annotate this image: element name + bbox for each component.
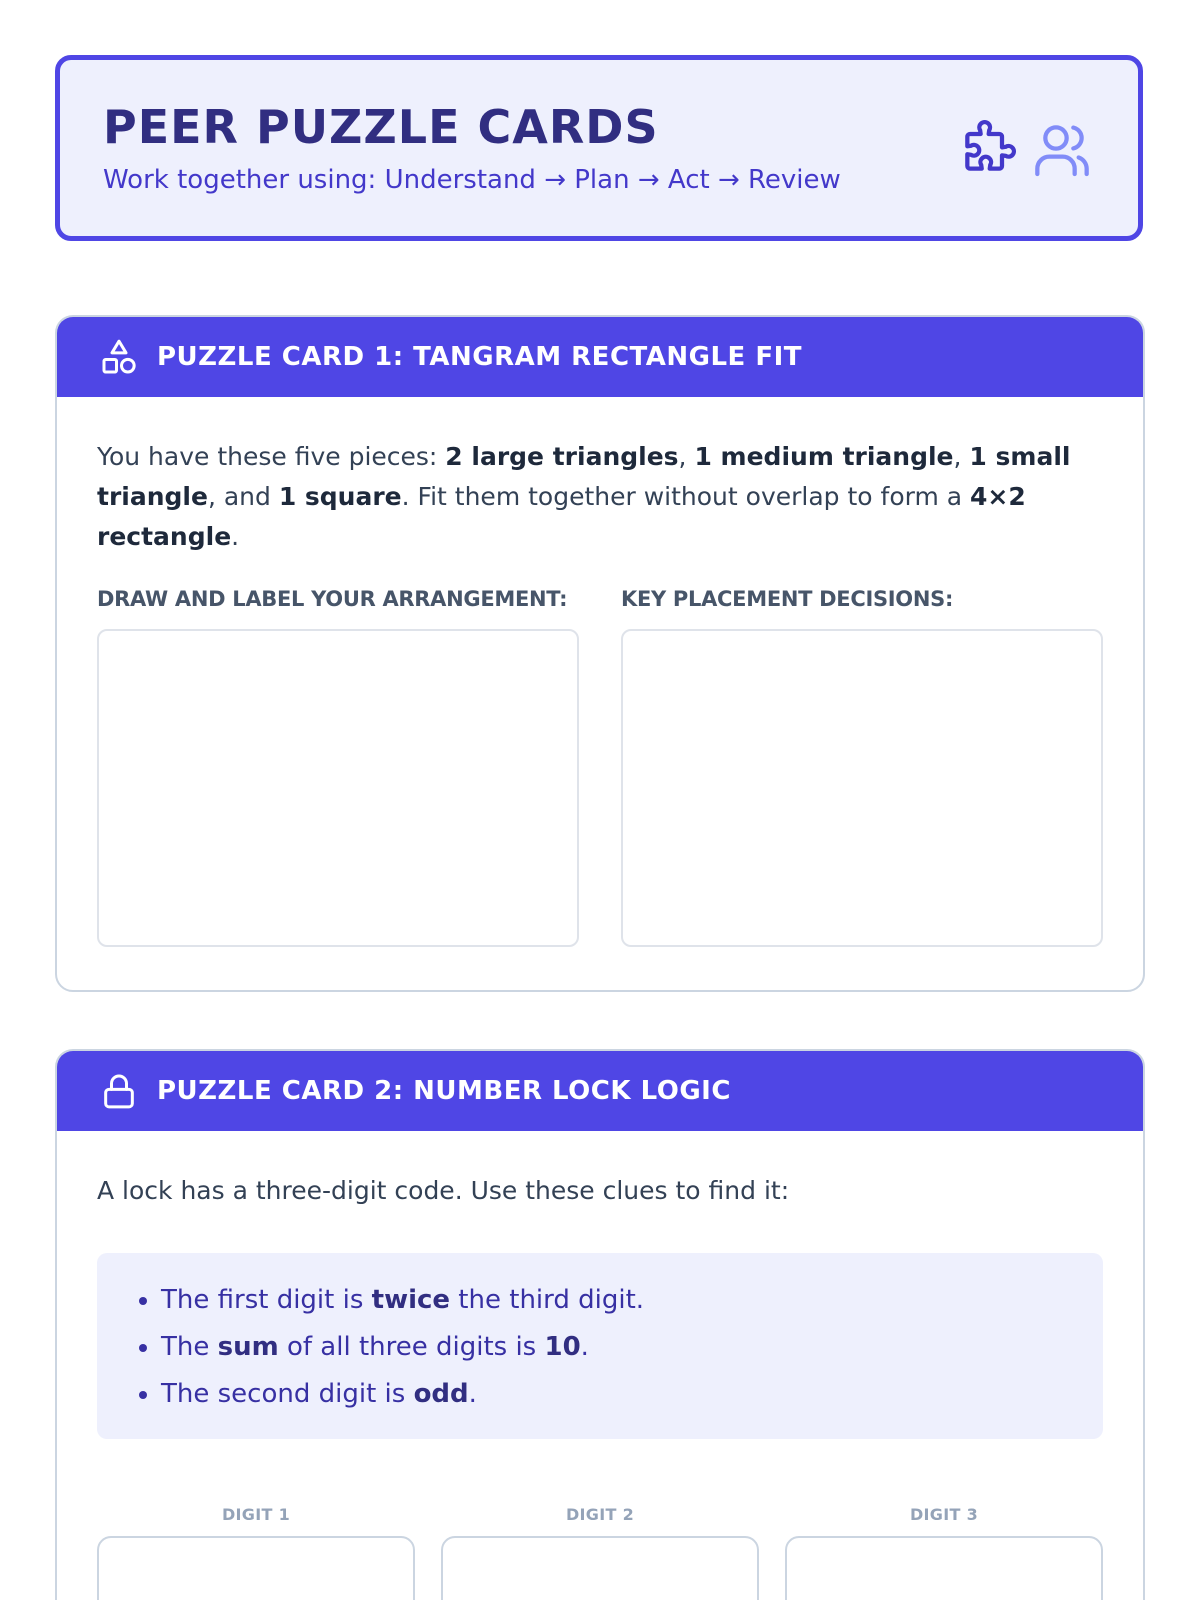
arrangement-label: DRAW AND LABEL YOUR ARRANGEMENT:	[97, 587, 568, 611]
digit-2-label: DIGIT 2	[565, 1505, 635, 1524]
digit-3	[785, 1505, 1103, 1600]
card-2-intro: A lock has a three-digit code. Use these clues to find it:	[97, 1176, 790, 1205]
card-2-body	[57, 1131, 1143, 1524]
digit-3-label: DIGIT 3	[909, 1505, 979, 1524]
piece-small-triangle: 1 small triangle	[97, 442, 1071, 511]
clue-text: The	[161, 1332, 218, 1362]
intro-text: You have these five pieces:	[97, 442, 446, 471]
digit-2	[441, 1505, 759, 1600]
decisions-label: KEY PLACEMENT DECISIONS:	[621, 587, 954, 611]
arrangement-column	[97, 587, 579, 947]
clue-item	[161, 1371, 1103, 1418]
decisions-column	[621, 587, 1103, 947]
card-2-header	[57, 1051, 1143, 1131]
clue-text: the third digit.	[450, 1285, 645, 1315]
intro-text: .	[231, 522, 240, 551]
shapes-icon	[99, 337, 139, 377]
clue-keyword: odd	[413, 1379, 469, 1409]
intro-separator: ,	[953, 442, 970, 471]
clue-text: .	[468, 1379, 477, 1409]
page-subtitle: Work together using: Understand → Plan → Act → Review	[103, 165, 841, 195]
digit-3-box[interactable]	[785, 1536, 1103, 1600]
intro-separator: ,	[678, 442, 695, 471]
card-2-title: PUZZLE CARD 2: NUMBER LOCK LOGIC	[157, 1076, 731, 1106]
users-icon	[1032, 118, 1096, 182]
clue-item	[161, 1277, 1103, 1324]
lock-icon	[99, 1071, 139, 1111]
clue-text: The second digit is	[161, 1379, 414, 1409]
clue-text: of all three digits is	[278, 1332, 545, 1362]
clue-keyword: sum	[217, 1332, 279, 1362]
card-1-intro	[97, 437, 1103, 557]
digit-1	[97, 1505, 415, 1600]
clue-box	[97, 1253, 1103, 1439]
clue-list	[97, 1277, 1103, 1418]
intro-text: . Fit them together without overlap to form a	[401, 482, 971, 511]
decisions-writing-area[interactable]	[621, 629, 1103, 947]
digit-1-box[interactable]	[97, 1536, 415, 1600]
piece-medium-triangle: 1 medium triangle	[694, 442, 954, 471]
clue-text: .	[580, 1332, 589, 1362]
target-rectangle: 4×2 rectangle	[97, 482, 1026, 551]
intro-separator: , and	[207, 482, 279, 511]
puzzle-icon	[954, 118, 1018, 182]
page-title: PEER PUZZLE CARDS	[103, 100, 659, 154]
puzzle-card-1	[55, 315, 1145, 992]
clue-text: The first digit is	[161, 1285, 372, 1315]
card-1-body	[57, 397, 1143, 611]
page-header	[55, 55, 1143, 241]
puzzle-card-2	[55, 1049, 1145, 1600]
clue-item	[161, 1324, 1103, 1371]
card-1-header	[57, 317, 1143, 397]
piece-square: 1 square	[278, 482, 402, 511]
digit-1-label: DIGIT 1	[221, 1505, 291, 1524]
clue-keyword: twice	[371, 1285, 451, 1315]
card-1-title: PUZZLE CARD 1: TANGRAM RECTANGLE FIT	[157, 342, 803, 372]
digit-2-box[interactable]	[441, 1536, 759, 1600]
card-1-columns	[97, 587, 1103, 947]
arrangement-drawing-area[interactable]	[97, 629, 579, 947]
header-icons	[954, 118, 1096, 182]
clue-keyword: 10	[544, 1332, 581, 1362]
digit-inputs	[97, 1505, 1103, 1600]
piece-large-triangles: 2 large triangles	[445, 442, 679, 471]
